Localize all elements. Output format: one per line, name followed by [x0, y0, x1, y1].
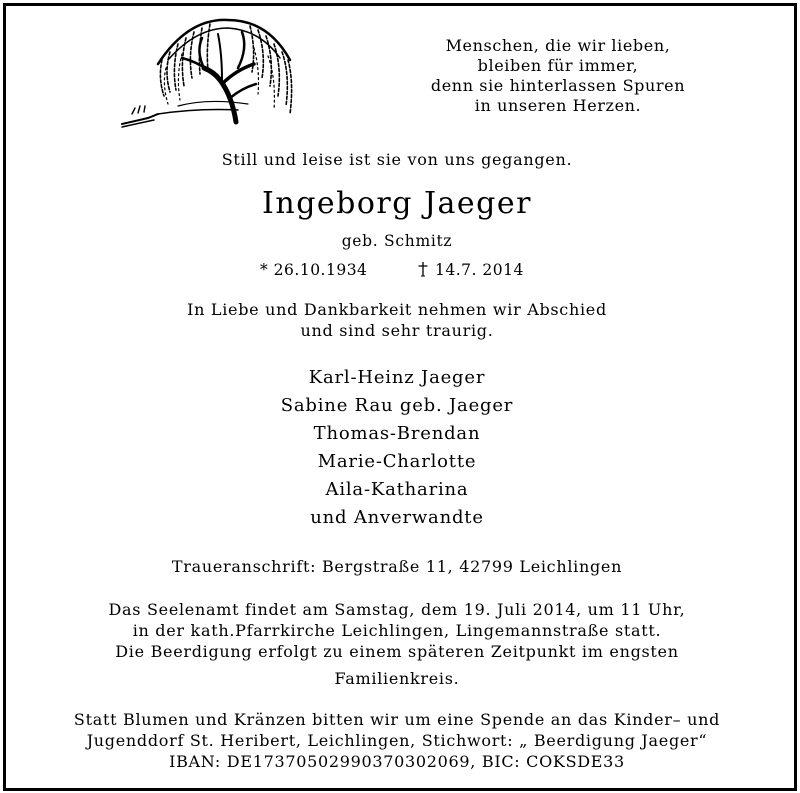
deceased-name: Ingeborg Jaeger — [262, 186, 532, 221]
death-date-text: 14.7. 2014 — [435, 261, 524, 279]
mourner: und Anverwandte — [310, 507, 484, 528]
motto-line: in unseren Herzen. — [474, 96, 642, 115]
mourner: Karl-Heinz Jaeger — [308, 367, 486, 388]
maiden-name: geb. Schmitz — [341, 232, 453, 250]
intro-text: Still und leise ist sie von uns gegangen. — [221, 150, 573, 169]
condolence-address: Traueranschrift: Bergstraße 11, 42799 Leichlingen — [171, 557, 623, 576]
motto — [398, 36, 718, 116]
mourner: Marie-Charlotte — [317, 451, 477, 472]
service-line: Familienkreis. — [334, 669, 460, 688]
donation-line: IBAN: DE17370502990370302069, BIC: COKSDE33 — [169, 752, 625, 771]
donation-line: Jugenddorf St. Heribert, Leichlingen, Stichwort: „ Beerdigung Jaeger“ — [86, 731, 708, 750]
service-line: Das Seelenamt findet am Samstag, dem 19. Juli 2014, um 11 Uhr, — [108, 600, 686, 619]
service-line: in der kath.Pfarrkirche Leichlingen, Lingemannstraße statt. — [132, 621, 662, 640]
mourner: Thomas-Brendan — [313, 423, 481, 444]
service-line: Die Beerdigung erfolgt zu einem späteren Zeitpunkt im engsten — [115, 642, 679, 661]
donation-line: Statt Blumen und Kränzen bitten wir um eine Spende an das Kinder– und — [73, 710, 721, 729]
farewell — [0, 299, 794, 341]
birth-date: * 26.10.1934 — [260, 261, 368, 279]
death-date — [417, 261, 524, 279]
farewell-line: In Liebe und Dankbarkeit nehmen wir Abschied — [187, 300, 607, 319]
farewell-line: und sind sehr traurig. — [300, 321, 494, 340]
cross-icon — [417, 261, 429, 277]
motto-line: denn sie hinterlassen Spuren — [430, 76, 686, 95]
weeping-willow-icon — [118, 14, 303, 132]
service-info — [0, 599, 794, 689]
mourner: Sabine Rau geb. Jaeger — [280, 395, 514, 416]
motto-line: Menschen, die wir lieben, — [445, 36, 671, 55]
motto-line: bleiben für immer, — [477, 56, 639, 75]
mourner: Aila-Katharina — [325, 479, 469, 500]
mourners-list — [0, 364, 794, 532]
donation-info — [0, 709, 794, 772]
